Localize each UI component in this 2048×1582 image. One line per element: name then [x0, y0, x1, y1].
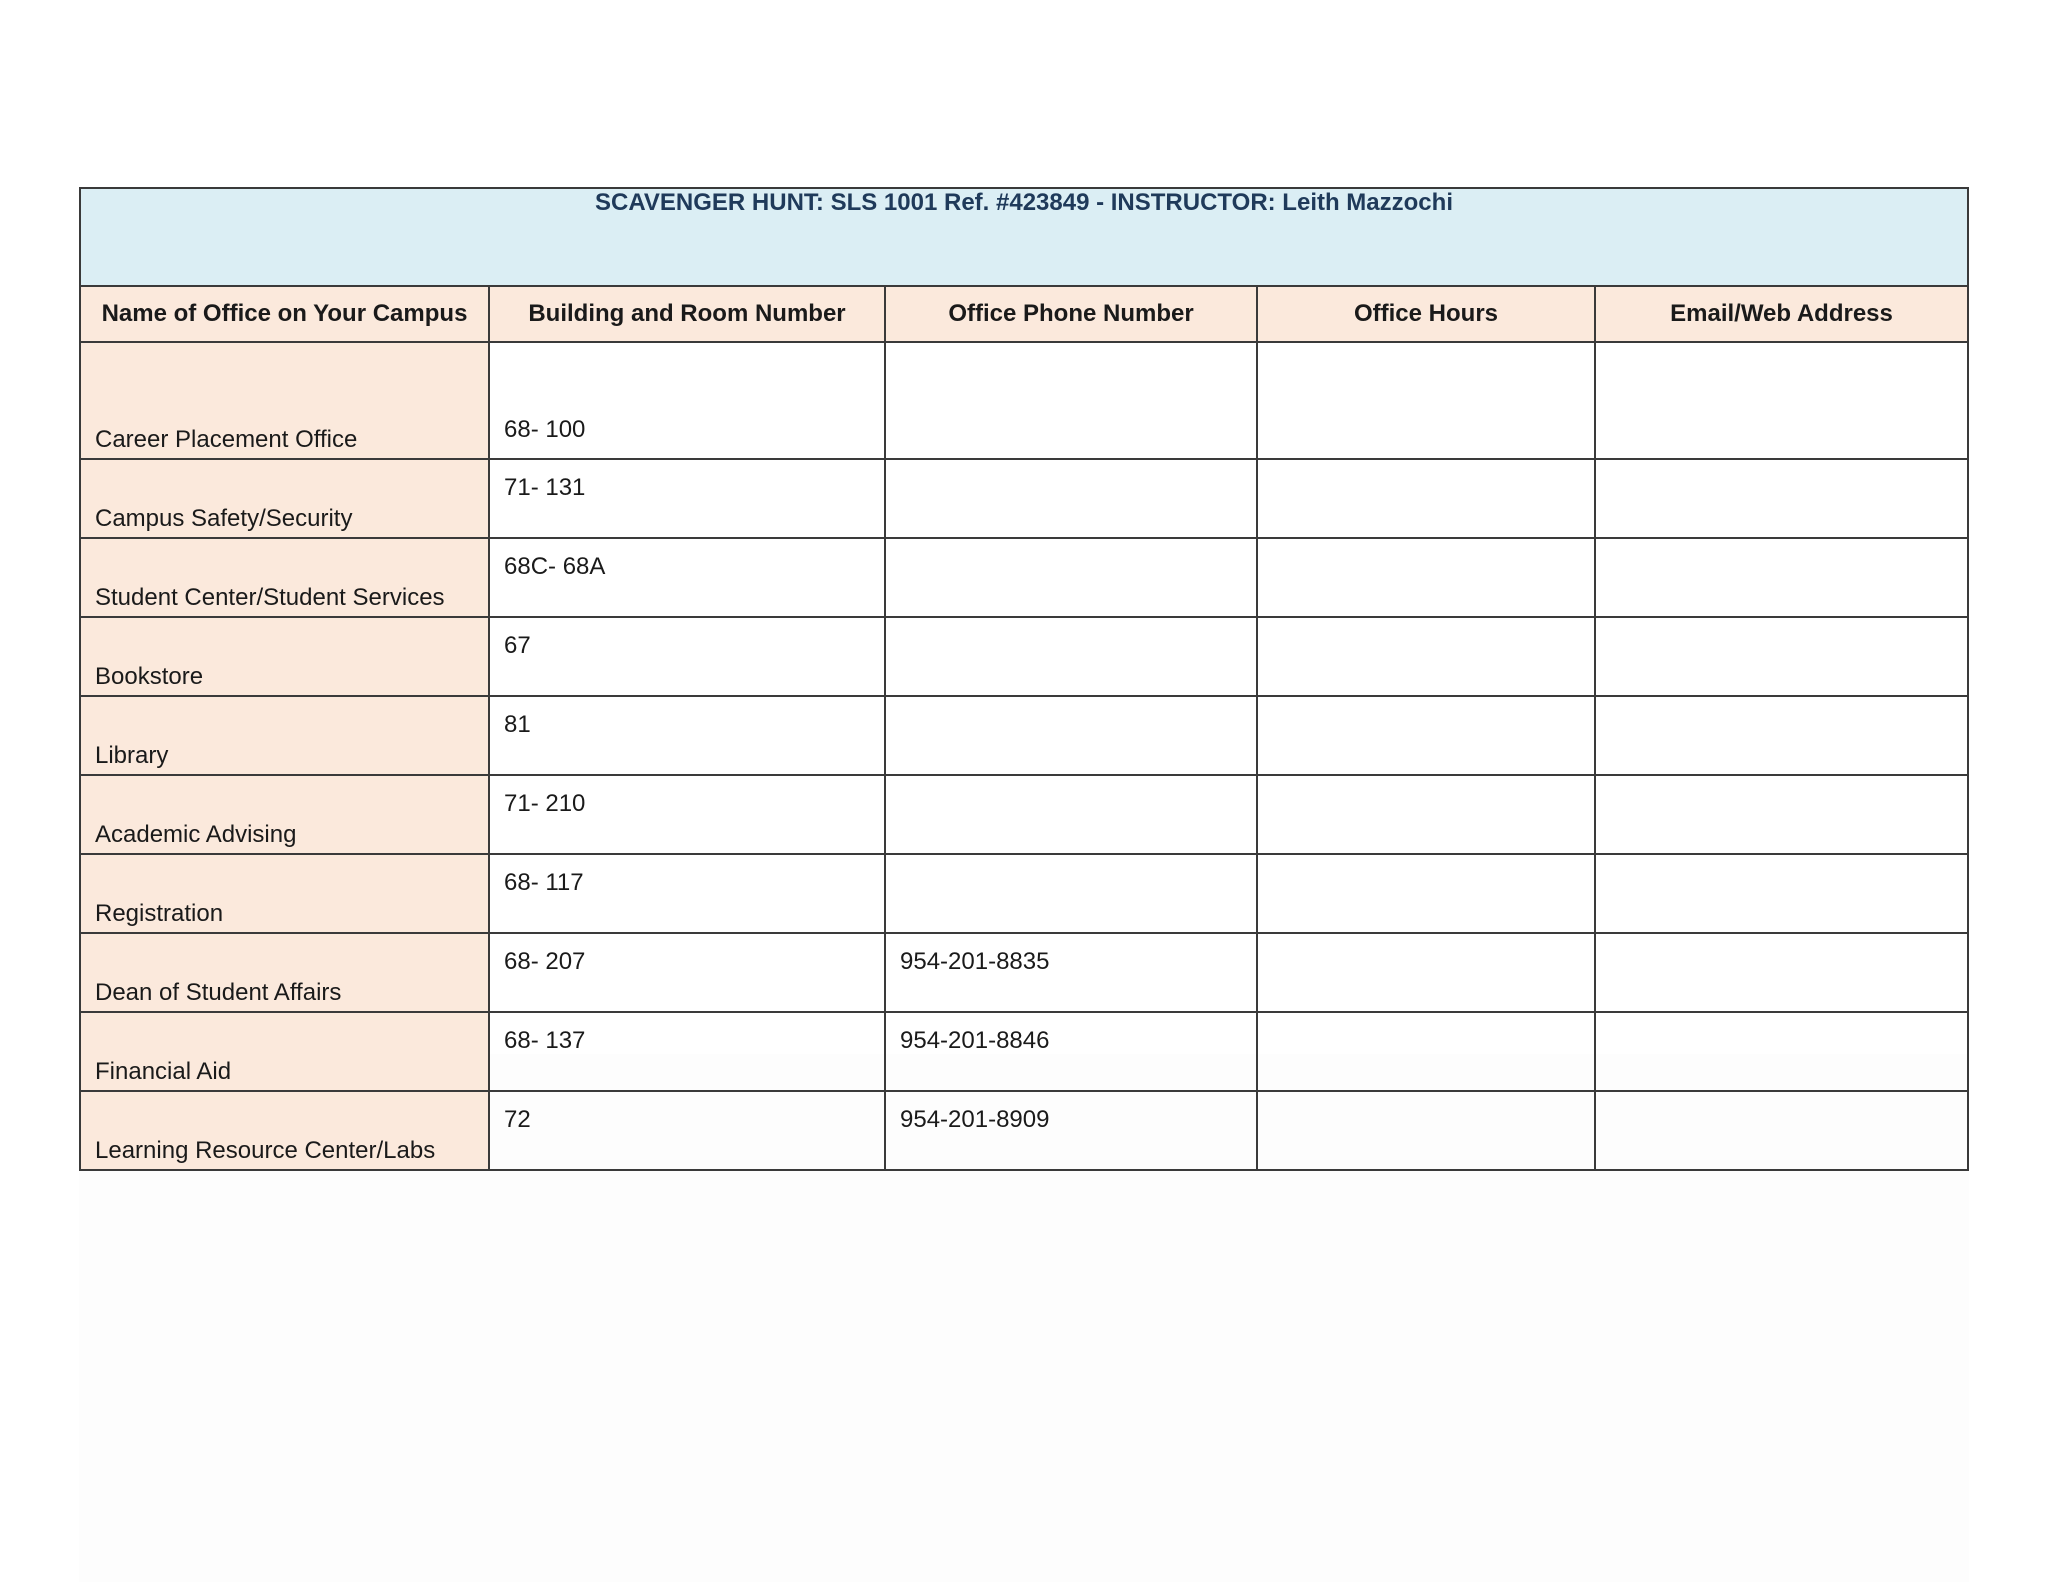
cell-building: 71- 210 [489, 775, 885, 854]
cell-hours [1257, 1012, 1595, 1091]
table-title: SCAVENGER HUNT: SLS 1001 Ref. #423849 - INSTRUCTOR: Leith Mazzochi [80, 188, 1968, 286]
cell-phone [885, 854, 1257, 933]
cell-hours [1257, 459, 1595, 538]
table-row [80, 1091, 1968, 1170]
cell-email [1595, 538, 1968, 617]
cell-building: 68- 117 [489, 854, 885, 933]
column-header-office: Name of Office on Your Campus [80, 286, 489, 342]
scavenger-hunt-table [79, 187, 1969, 1171]
cell-phone: 954-201-8835 [885, 933, 1257, 1012]
cell-building: 68- 100 [489, 342, 885, 459]
cell-hours [1257, 933, 1595, 1012]
header-row [80, 286, 1968, 342]
cell-building: 68- 137 [489, 1012, 885, 1091]
cell-building: 71- 131 [489, 459, 885, 538]
cell-hours [1257, 854, 1595, 933]
cell-email [1595, 617, 1968, 696]
cell-office: Bookstore [80, 617, 489, 696]
cell-email [1595, 1091, 1968, 1170]
cell-office: Library [80, 696, 489, 775]
cell-office: Financial Aid [80, 1012, 489, 1091]
cell-hours [1257, 696, 1595, 775]
cell-phone [885, 696, 1257, 775]
column-header-hours: Office Hours [1257, 286, 1595, 342]
cell-email [1595, 775, 1968, 854]
table-row [80, 459, 1968, 538]
cell-office: Learning Resource Center/Labs [80, 1091, 489, 1170]
title-row [80, 188, 1968, 286]
cell-building: 68C- 68A [489, 538, 885, 617]
cell-hours [1257, 617, 1595, 696]
column-header-email: Email/Web Address [1595, 286, 1968, 342]
table-row [80, 1012, 1968, 1091]
cell-building: 72 [489, 1091, 885, 1170]
cell-office: Campus Safety/Security [80, 459, 489, 538]
cell-phone [885, 459, 1257, 538]
table-row [80, 538, 1968, 617]
cell-building: 68- 207 [489, 933, 885, 1012]
cell-phone [885, 617, 1257, 696]
cell-email [1595, 933, 1968, 1012]
table-row [80, 854, 1968, 933]
cell-office: Academic Advising [80, 775, 489, 854]
cell-hours [1257, 342, 1595, 459]
column-header-building: Building and Room Number [489, 286, 885, 342]
column-header-phone: Office Phone Number [885, 286, 1257, 342]
table-row [80, 775, 1968, 854]
table-row [80, 342, 1968, 459]
cell-phone: 954-201-8909 [885, 1091, 1257, 1170]
cell-office: Career Placement Office [80, 342, 489, 459]
table-row [80, 617, 1968, 696]
cell-office: Student Center/Student Services [80, 538, 489, 617]
cell-email [1595, 854, 1968, 933]
cell-building: 81 [489, 696, 885, 775]
cell-office: Dean of Student Affairs [80, 933, 489, 1012]
cell-email [1595, 696, 1968, 775]
cell-phone [885, 775, 1257, 854]
cell-hours [1257, 1091, 1595, 1170]
cell-email [1595, 342, 1968, 459]
cell-phone [885, 342, 1257, 459]
cell-email [1595, 459, 1968, 538]
cell-hours [1257, 538, 1595, 617]
cell-email [1595, 1012, 1968, 1091]
cell-building: 67 [489, 617, 885, 696]
cell-hours [1257, 775, 1595, 854]
cell-phone: 954-201-8846 [885, 1012, 1257, 1091]
cell-office: Registration [80, 854, 489, 933]
cell-phone [885, 538, 1257, 617]
table-row [80, 696, 1968, 775]
table-row [80, 933, 1968, 1012]
